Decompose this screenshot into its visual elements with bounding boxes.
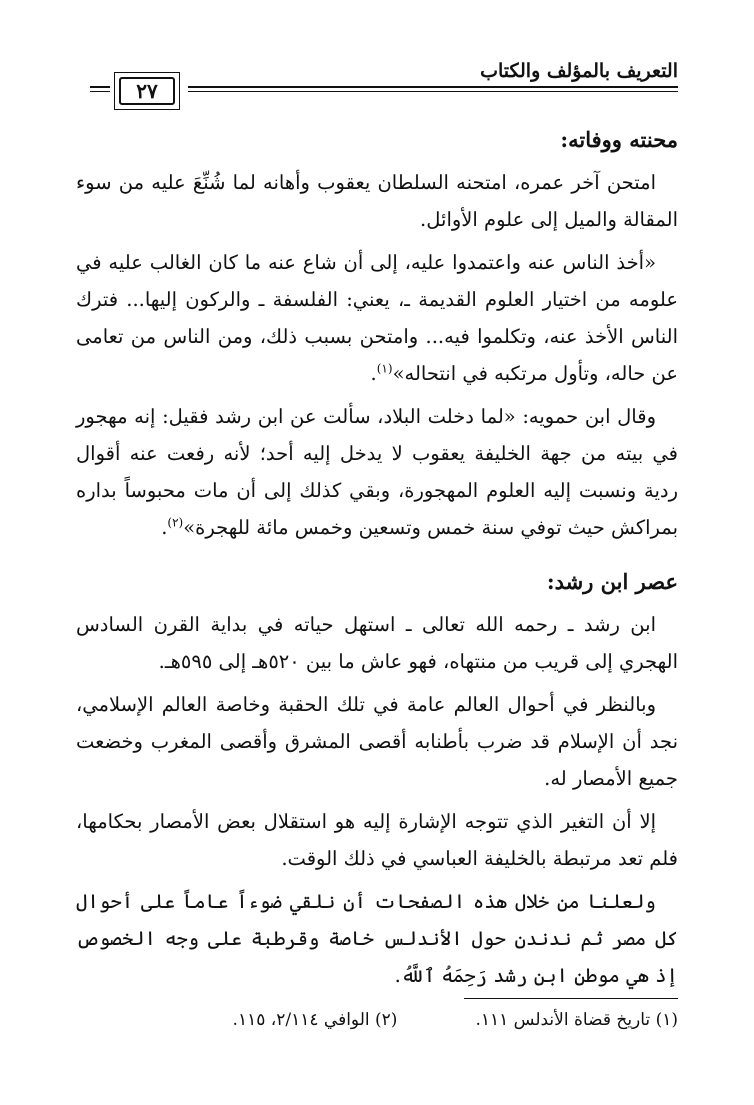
page-number: ٢٧	[119, 77, 175, 105]
paragraph: إلا أن التغير الذي تتوجه الإشارة إليه هو استقلال بعض الأمصار بحكامها، فلم تعد مرتبطة بالخليفة العباسي في ذلك الوقت.	[76, 810, 678, 870]
quote-text: «أخذ الناس عنه واعتمدوا عليه، إلى أن شاع عنه ما كان الغالب عليه في علومه من اختيار العلوم القديمة ـ، يعني: الفلسفة ـ والركون إليها... فترك الناس الأخذ عنه، وتكلموا فيه... وامتحن بسبب ذلك، ومن الناس من تعامى عن حاله، وتأول مرتكبه في انتحاله»	[76, 251, 678, 385]
footnote-ref-2: (٢)	[167, 515, 184, 530]
paragraph: ولعلنا من خلال هذه الصفحات أن نلقي ضوءاً عاماً على أحوال كل مصر ثم ندندن حول الأندلس خاصة وقرطبة على وجه الخصوص إذ هي موطن ابن رشد رَحِمَهُ ٱللَّهُ.	[76, 890, 678, 987]
footnote-separator	[464, 998, 678, 999]
running-header-title: التعريف بالمؤلف والكتاب	[480, 60, 678, 82]
footnote-ref-1: (١)	[376, 361, 393, 376]
footnote-1: (١) تاريخ قضاة الأندلس ١١١.	[475, 1010, 678, 1030]
footnote-2: (٢) الوافي ٢/١١٤، ١١٥.	[232, 1010, 398, 1030]
header-rule-left	[90, 86, 110, 92]
quote-text: وقال ابن حمويه: «لما دخلت البلاد، سألت عن ابن رشد فقيل: إنه مهجور في بيته من جهة الخليفة يعقوب لا يدخل إليه أحد؛ لأنه رفعت عنه أقوال ردية ونسبت إليه العلوم المهجورة، وبقي كذلك إلى أن مات محبوساً بداره بمراكش حيث توفي سنة خمس وتسعين وخمس مائة للهجرة»	[76, 405, 678, 539]
footnotes	[76, 1010, 678, 1030]
paragraph-quote: وقال ابن حمويه: «لما دخلت البلاد، سألت عن ابن رشد فقيل: إنه مهجور في بيته من جهة الخليفة يعقوب لا يدخل إليه أحد؛ لأنه رفعت عنه أقوال ردية ونسبت إليه العلوم المهجورة، وبقي كذلك إلى أن مات محبوساً بداره بمراكش حيث توفي سنة خمس وتسعين وخمس مائة للهجرة»$^{(٢)}$.	[76, 405, 678, 539]
page-body	[76, 118, 678, 1000]
section-heading-era: عصر ابن رشد:	[546, 569, 678, 594]
section-heading-ordeal-death: محنته ووفاته:	[560, 127, 678, 152]
paragraph: وبالنظر في أحوال العالم عامة في تلك الحقبة وخاصة العالم الإسلامي، نجد أن الإسلام قد ضرب بأطنابه أقصى المشرق وأقصى المغرب وخضعت جميع الأمصار له.	[76, 693, 678, 790]
paragraph-quote: «أخذ الناس عنه واعتمدوا عليه، إلى أن شاع عنه ما كان الغالب عليه في علومه من اختيار العلوم القديمة ـ، يعني: الفلسفة ـ والركون إليها... فترك الناس الأخذ عنه، وتكلموا فيه... وامتحن بسبب ذلك، ومن الناس من تعامى عن حاله، وتأول مرتكبه في انتحاله»$^{(١)}$.	[76, 251, 678, 385]
paragraph: امتحن آخر عمره، امتحنه السلطان يعقوب وأهانه لما شُنِّعَ عليه من سوء المقالة والميل إلى علوم الأوائل.	[76, 171, 678, 231]
header-double-rule	[188, 86, 678, 92]
page-number-frame	[114, 72, 180, 110]
paragraph: ابن رشد ـ رحمه الله تعالى ـ استهل حياته في بداية القرن السادس الهجري إلى قريب من منتهاه، فهو عاش ما بين ٥٢٠هـ إلى ٥٩٥هـ.	[76, 613, 678, 673]
